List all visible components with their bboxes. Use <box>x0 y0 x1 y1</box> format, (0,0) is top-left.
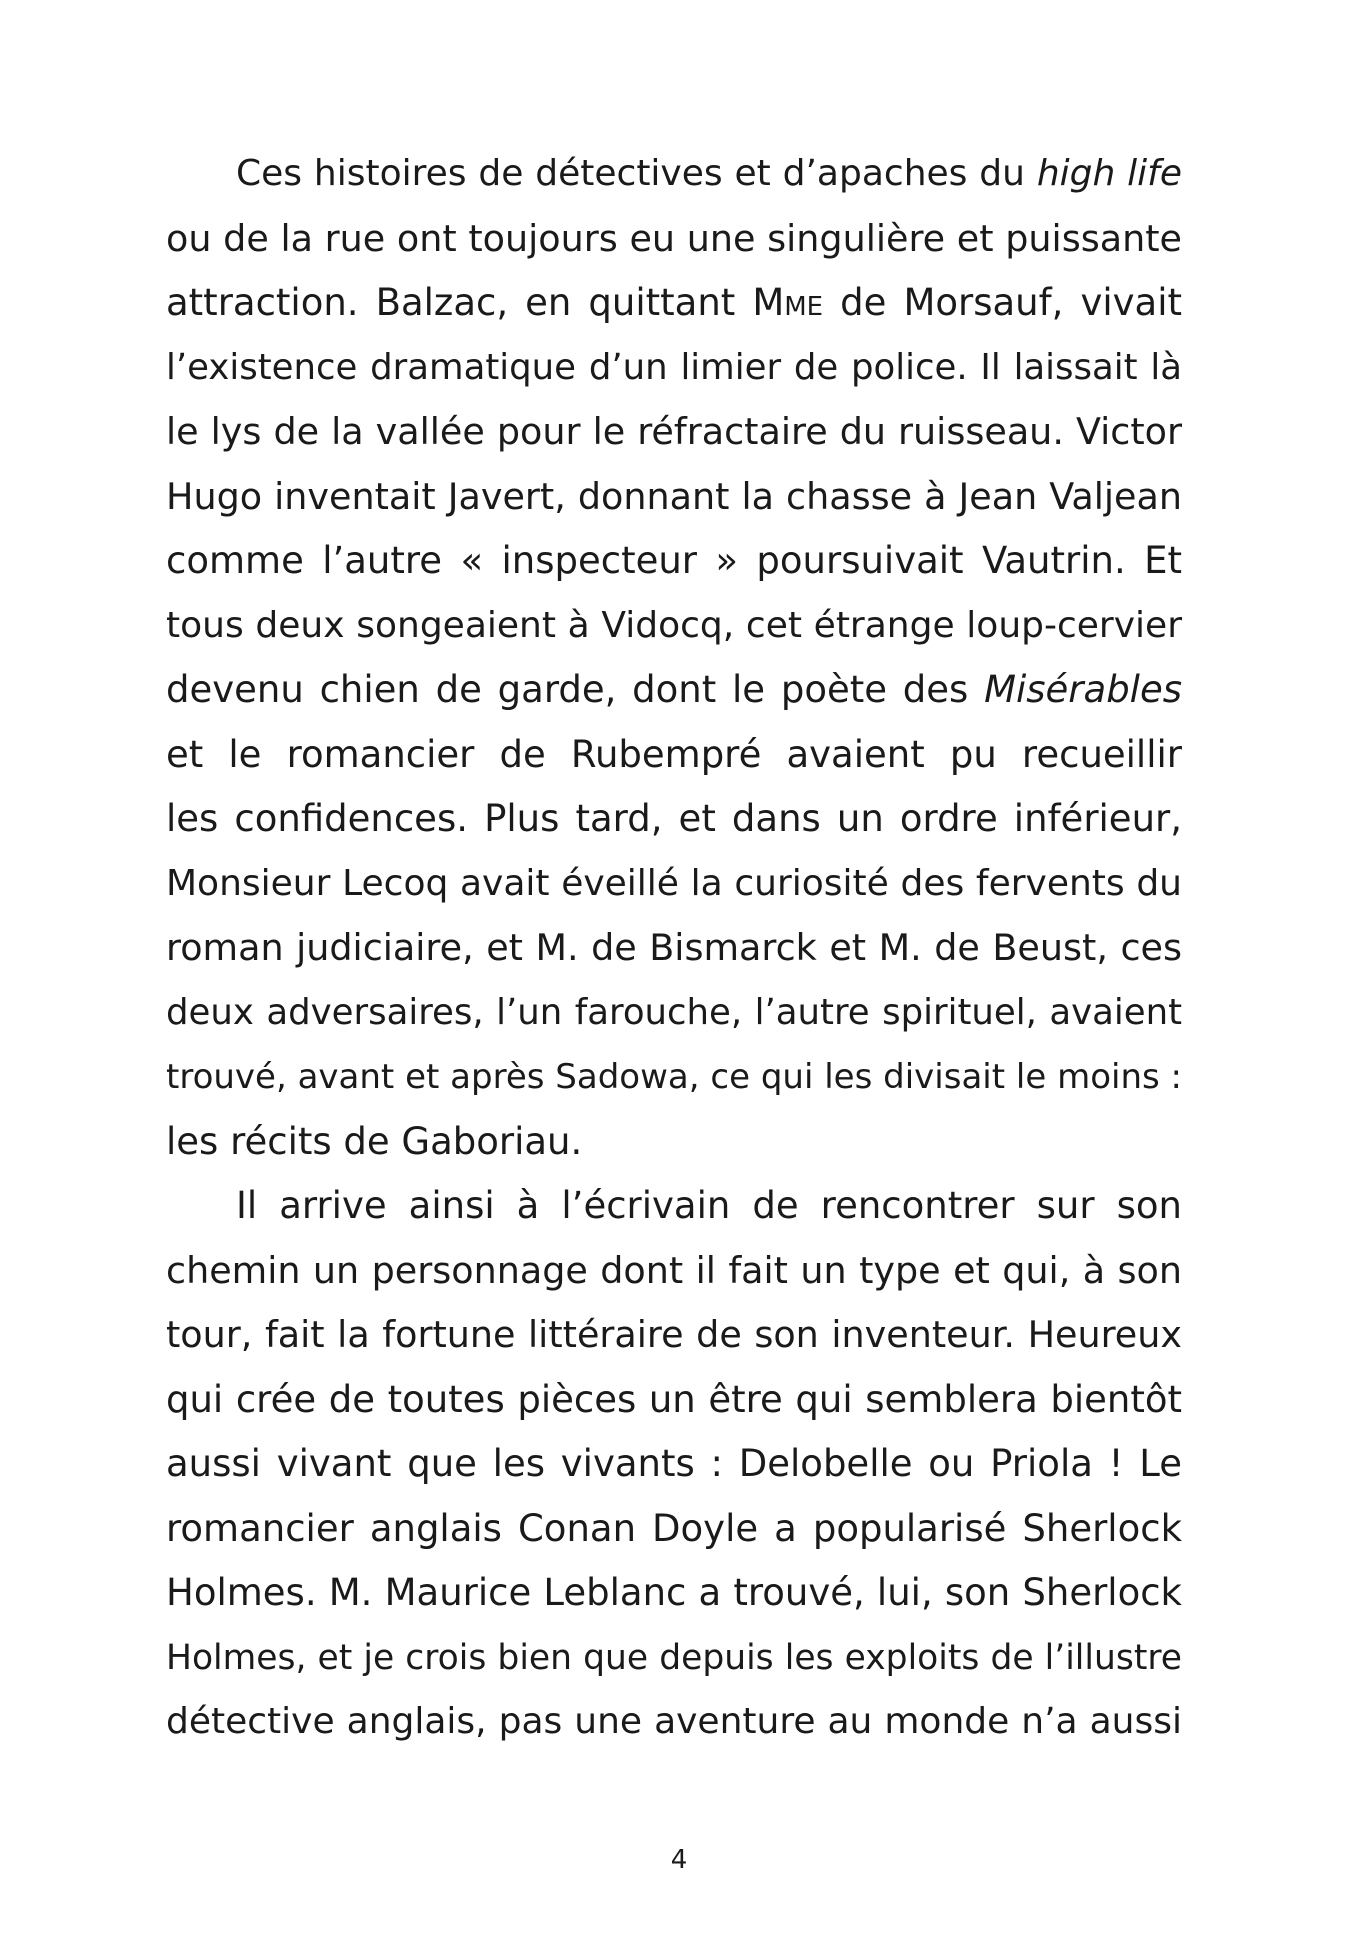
text-run: qui crée de toutes pièces un être qui semblera bientôt <box>166 1377 1182 1421</box>
text-run: tous deux songeaient à Vidocq, cet étrange loup-cervier <box>166 604 1182 646</box>
text-line <box>166 1239 1182 1304</box>
text-line <box>166 1110 1182 1175</box>
text-line <box>166 1690 1182 1755</box>
text-run: devenu chien de garde, dont le poète des <box>166 668 985 711</box>
text-run: l’existence dramatique d’un limier de police. Il laissait là <box>166 346 1182 388</box>
text-run: Il arrive ainsi à l’écrivain de rencontrer sur son <box>236 1184 1182 1227</box>
text-run: Monsieur Lecoq avait éveillé la curiosité des fervents du <box>166 862 1182 904</box>
text-line <box>166 1432 1182 1497</box>
text-run: attraction. Balzac, en quittant <box>166 281 753 324</box>
text-run: de Morsauf, vivait <box>823 281 1182 324</box>
text-line <box>166 207 1182 272</box>
text-line <box>166 1303 1182 1368</box>
text-run: Ces histoires de détectives et d’apaches du <box>236 153 1037 194</box>
text-line <box>166 594 1182 659</box>
text-run: Holmes, et je crois bien que depuis les exploits de l’illustre <box>166 1637 1182 1678</box>
text-line <box>166 723 1182 788</box>
italic-text: high life <box>1036 153 1182 194</box>
paragraph <box>166 1174 1182 1755</box>
text-line <box>166 787 1182 852</box>
text-line <box>166 142 1182 207</box>
text-run: les confidences. Plus tard, et dans un ordre inférieur, <box>166 797 1182 840</box>
text-run: et le romancier de Rubempré avaient pu recueillir <box>166 732 1182 776</box>
small-caps-text: Mme <box>752 281 824 324</box>
page-number: 4 <box>670 1845 688 1875</box>
text-line <box>166 981 1182 1046</box>
text-run: aussi vivant que les vivants : Delobelle ou Priola ! Le <box>166 1442 1182 1485</box>
text-line <box>166 400 1182 465</box>
text-run: comme l’autre « inspecteur » poursuivait Vautrin. Et <box>166 539 1182 582</box>
text-run: Hugo inventait Javert, donnant la chasse à Jean Valjean <box>166 474 1182 518</box>
text-line <box>166 1045 1182 1110</box>
text-line <box>166 336 1182 401</box>
text-line <box>166 1368 1182 1433</box>
italic-text: Misérables <box>984 668 1182 711</box>
text-run: Holmes. M. Maurice Leblanc a trouvé, lui, son Sherlock <box>166 1571 1182 1614</box>
text-line <box>166 529 1182 594</box>
text-run: les récits de Gaboriau. <box>166 1119 583 1163</box>
text-line <box>166 1626 1182 1691</box>
text-line <box>166 1174 1182 1239</box>
text-run: deux adversaires, l’un farouche, l’autre spirituel, avaient <box>166 991 1182 1033</box>
text-line <box>166 1561 1182 1626</box>
text-run: chemin un personnage dont il fait un type et qui, à son <box>166 1248 1182 1292</box>
text-line <box>166 852 1182 917</box>
text-run: le lys de la vallée pour le réfractaire du ruisseau. Victor <box>166 410 1182 453</box>
text-run: trouvé, avant et après Sadowa, ce qui les divisait le moins : <box>166 1057 1182 1097</box>
text-line <box>166 271 1182 336</box>
text-run: ou de la rue ont toujours eu une singulière et puissante <box>166 216 1182 260</box>
text-run: romancier anglais Conan Doyle a popularisé Sherlock <box>166 1506 1182 1550</box>
text-line <box>166 658 1182 723</box>
text-line <box>166 465 1182 530</box>
text-line <box>166 1497 1182 1562</box>
text-run: roman judiciaire, et M. de Bismarck et M. de Beust, ces <box>166 926 1182 969</box>
text-line <box>166 916 1182 981</box>
body-text <box>166 142 1182 1755</box>
text-run: détective anglais, pas une aventure au monde n’a aussi <box>166 1701 1182 1742</box>
paragraph <box>166 142 1182 1174</box>
text-run: tour, fait la fortune littéraire de son inventeur. Heureux <box>166 1313 1182 1356</box>
